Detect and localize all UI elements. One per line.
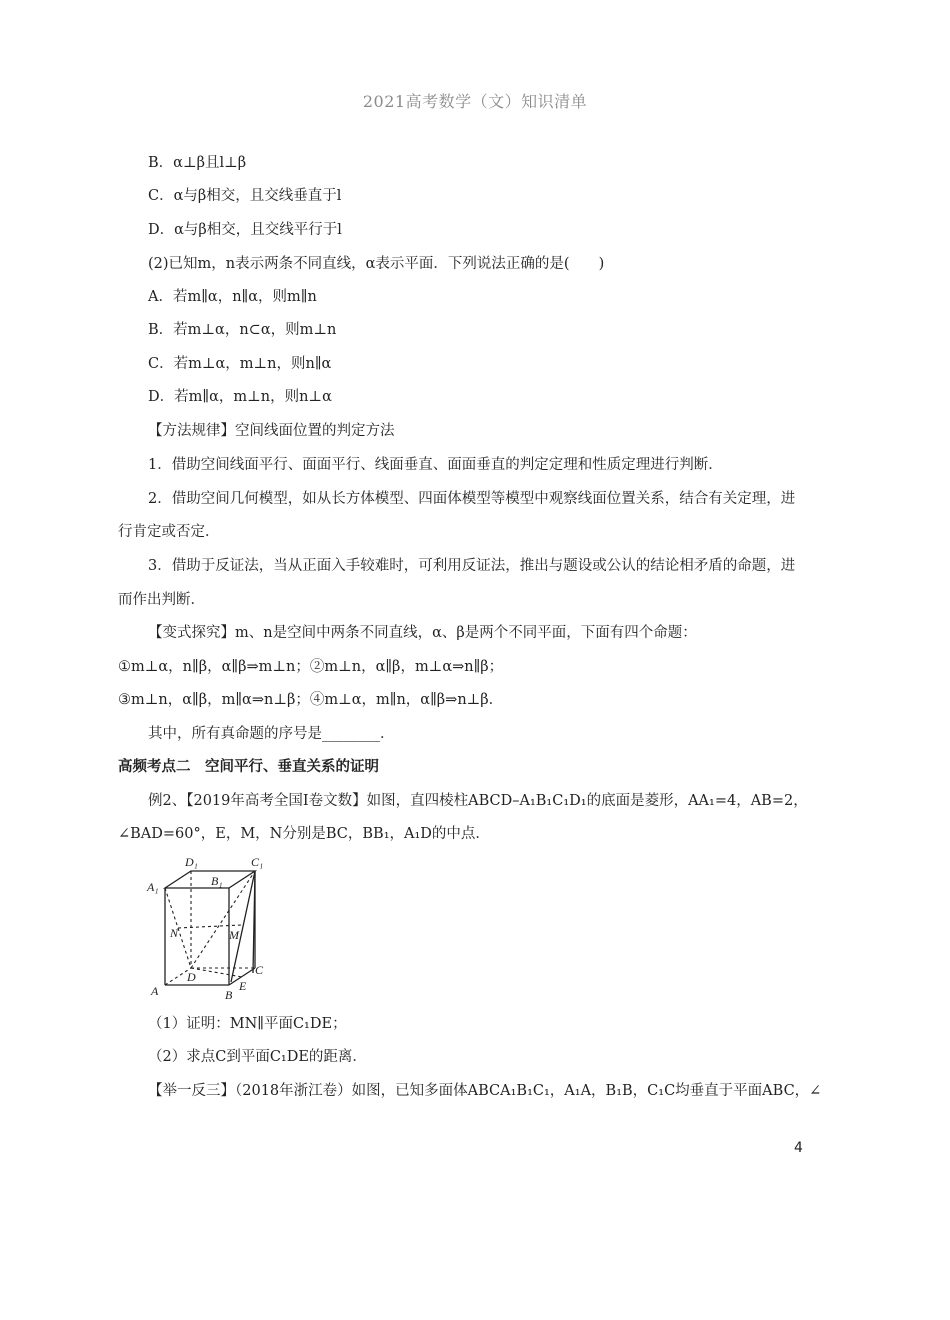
variant-props-2: ③m⊥n，α∥β，m∥α⇒n⊥β；④m⊥α，m∥n，α∥β⇒n⊥β． [118,692,504,708]
part-1: （1）证明：MN∥平面C₁DE； [148,1016,347,1032]
label-m: M [229,928,239,942]
part-2: （2）求点C到平面C₁DE的距离． [148,1049,367,1065]
page-header: 2021高考数学（文）知识清单 [362,92,588,111]
option-c-2: C．若m⊥α，m⊥n，则n∥α [148,356,332,372]
section-heading: 高频考点二 空间平行、垂直关系的证明 [118,758,379,775]
method-2: 2．借助空间几何模型，如从长方体模型、四面体模型等模型中观察线面位置关系，结合有关定理，进 [148,491,796,507]
method-heading: 【方法规律】空间线面位置的判定方法 [148,423,395,439]
method-1: 1．借助空间线面平行、面面平行、线面垂直、面面垂直的判定定理和性质定理进行判断． [148,457,723,473]
option-d-2: D．若m∥α，m⊥n，则n⊥α [148,389,332,405]
label-a1: A₁ [147,880,159,894]
label-b1: B₁ [211,874,223,888]
label-a: A [151,984,159,998]
question-2: (2)已知m，n表示两条不同直线，α表示平面．下列说法正确的是( ) [148,256,605,272]
option-b-1: B．α⊥β且l⊥β [148,155,247,171]
example-2: 例2、【2019年高考全国Ⅰ卷文数】如图，直四棱柱ABCD–A₁B₁C₁D₁的底面是菱形，AA₁=4，AB=2， [148,793,808,809]
method-2-cont: 行肯定或否定． [118,524,220,540]
page-number: 4 [794,1140,803,1156]
variant-props-1: ①m⊥α，n∥β，α∥β⇒m⊥n；②m⊥n，α∥β，m⊥α⇒n∥β； [118,659,504,675]
label-c1: C₁ [251,855,264,869]
prism-figure [145,853,285,1003]
option-a-2: A．若m∥α，n∥α，则m∥n [148,289,317,305]
method-3-cont: 而作出判断． [118,592,205,608]
extension-heading: 【举一反三】（2018年浙江卷）如图，已知多面体ABCA₁B₁C₁，A₁A，B₁B，C₁C均垂直于平面ABC，∠ [148,1083,822,1099]
label-b: B [225,988,233,1002]
option-b-2: B．若m⊥α，n⊂α，则m⊥n [148,322,337,338]
label-e: E [239,979,247,993]
option-d-1: D．α与β相交，且交线平行于l [148,222,342,238]
example-2-cont: ∠BAD=60°，E，M，N分别是BC，BB₁，A₁D的中点． [118,826,490,842]
variant-heading: 【变式探究】m、n是空间中两条不同直线，α、β是两个不同平面，下面有四个命题： [148,625,697,641]
option-c-1: C．α与β相交，且交线垂直于l [148,188,342,204]
label-n: N [170,926,179,940]
method-3: 3．借助于反证法，当从正面入手较难时，可利用反证法，推出与题设或公认的结论相矛盾的命题，进 [148,558,796,574]
label-d1: D₁ [185,855,198,869]
label-d: D [187,970,196,984]
variant-question: 其中，所有真命题的序号是________． [148,726,395,742]
label-c: C [255,963,264,977]
